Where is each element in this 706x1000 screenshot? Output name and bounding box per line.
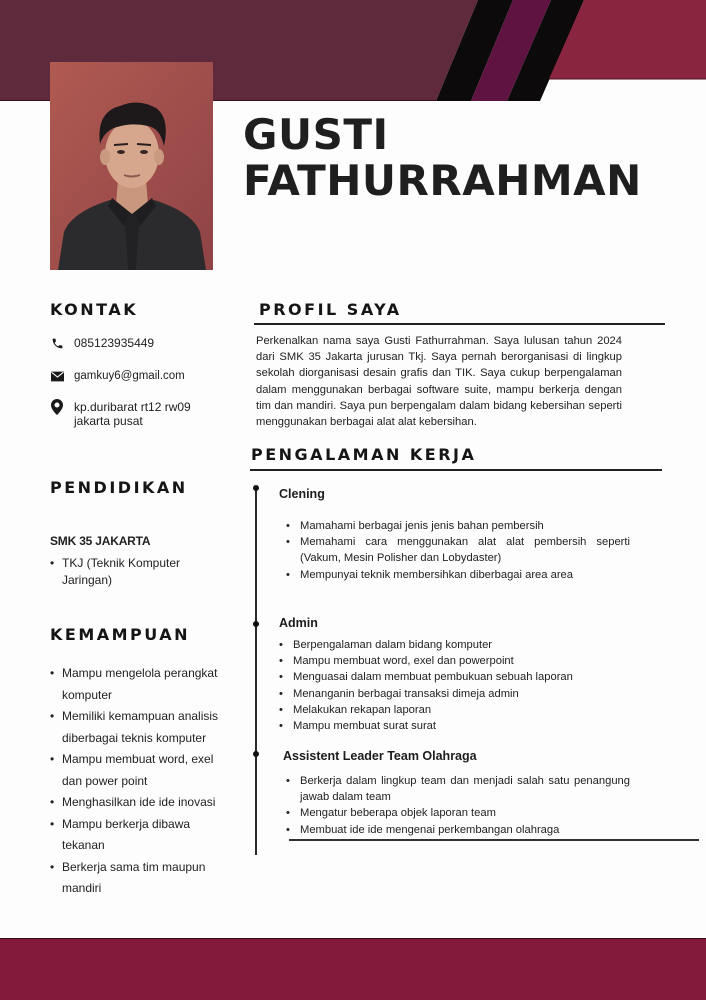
contact-address (50, 400, 191, 428)
skill-item: • Memiliki kemampuan analisis diberbagai teknis komputer (50, 706, 230, 749)
mail-icon (50, 369, 64, 383)
experience-divider (250, 469, 662, 471)
phone-icon (50, 336, 64, 350)
job-duty: • Mamahami berbagai jenis jenis bahan pembersih (286, 518, 630, 534)
timeline-dot (253, 751, 259, 757)
timeline-dot (253, 621, 259, 627)
profile-divider (254, 323, 665, 325)
job-duties-list (286, 518, 630, 583)
full-name-heading (243, 112, 642, 204)
job-duty: • Berpengalaman dalam bidang komputer (279, 637, 639, 653)
job-duty: • Membuat ide ide mengenai perkembangan olahraga (286, 822, 630, 838)
skill-item: • Berkerja sama tim maupun mandiri (50, 857, 230, 900)
job-title: Clening (279, 487, 325, 501)
address-line-2: jakarta pusat (74, 414, 143, 428)
job-duty: • Mempunyai teknik membersihkan diberbagai area area (286, 567, 630, 583)
profile-photo (50, 62, 213, 270)
experience-end-divider (289, 839, 699, 841)
first-name: GUSTI (243, 110, 389, 159)
job-duty: • Mengatur beberapa objek laporan team (286, 805, 630, 821)
experience-heading: PENGALAMAN KERJA (251, 445, 477, 464)
footer-band (0, 938, 706, 1000)
skills-heading: KEMAMPUAN (50, 625, 191, 644)
job-duties-list (279, 637, 639, 734)
phone-link[interactable]: 085123935449 (74, 336, 155, 350)
job-duty: • Melakukan rekapan laporan (279, 702, 639, 718)
skill-item: • Mampu mengelola perangkat komputer (50, 663, 230, 706)
profile-heading: PROFIL SAYA (259, 300, 402, 319)
contact-phone (50, 336, 154, 350)
skill-item: • Mampu berkerja dibawa tekanan (50, 814, 230, 857)
address-text (74, 400, 191, 428)
job-duty: • Menguasai dalam membuat pembukuan sebuah laporan (279, 669, 639, 685)
job-duty: • Memahami cara menggunakan alat alat pembersih seperti (Vakum, Mesin Polisher dan Lobydaster) (286, 534, 630, 566)
job-duty: • Mampu membuat word, exel dan powerpoint (279, 653, 639, 669)
contact-email (50, 369, 185, 383)
education-school: SMK 35 JAKARTA (50, 534, 151, 548)
skills-list (50, 663, 230, 900)
skill-item: • Menghasilkan ide ide inovasi (50, 792, 230, 814)
address-line-1: kp.duribarat rt12 rw09 (74, 400, 191, 414)
education-heading: PENDIDIKAN (50, 478, 188, 497)
last-name: FATHURRAHMAN (243, 156, 642, 205)
skill-item: • Mampu membuat word, exel dan power point (50, 749, 230, 792)
location-pin-icon (50, 400, 64, 414)
timeline-line (255, 487, 257, 855)
job-title: Admin (279, 616, 318, 630)
job-duty: • Menanganin berbagai transaksi dimeja admin (279, 686, 639, 702)
education-list (50, 555, 200, 589)
contact-heading: KONTAK (50, 300, 139, 319)
job-title: Assistent Leader Team Olahraga (283, 749, 477, 763)
timeline-dot (253, 485, 259, 491)
job-duty: • Berkerja dalam lingkup team dan menjadi salah satu penangung jawab dalam team (286, 773, 630, 805)
job-duty: • Mampu membuat surat surat (279, 718, 639, 734)
email-link[interactable]: gamkuy6@gmail.com (74, 370, 185, 382)
job-duties-list (286, 773, 630, 838)
education-item: • TKJ (Teknik Komputer Jaringan) (50, 555, 200, 589)
profile-text: Perkenalkan nama saya Gusti Fathurrahman. Saya lulusan tahun 2024 dari SMK 35 Jakarta jurusan Tkj. Saya pernah berorganisasi di lingkup sekolah diorganisasi desain grafis dan TIK. Saya cukup berpengalaman dalam menggunakan berbagai software suite, mampu berkerja dengan tim dan mandiri. Saya pun berpengalam dalam bidang kebersihan seperti menggunakan berbagai alat alat kebersihan. (256, 335, 622, 429)
